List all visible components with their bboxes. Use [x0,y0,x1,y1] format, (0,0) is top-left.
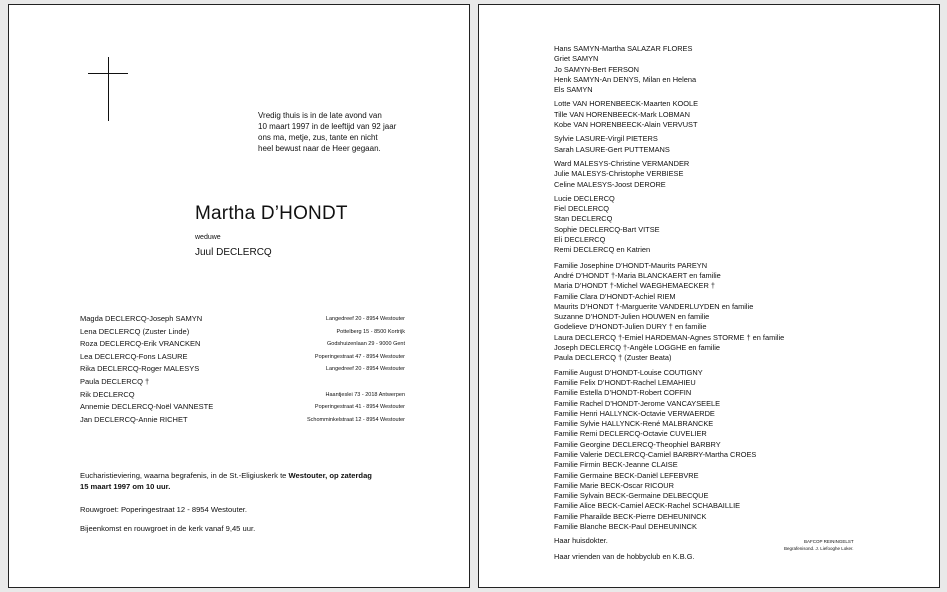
intro-line: 10 maart 1997 in de leeftijd van 92 jaar [258,122,397,131]
relative-address: Poperingestraat 47 - 8954 Westouter [314,353,405,360]
mourner-line: Joseph DECLERCQ †-Angèle LOGGHE en familie [554,343,720,353]
service-place: Westouter, op zaterdag [288,471,372,480]
relative-address: Godshuizenlaan 29 - 9000 Gent [327,341,405,348]
relative-name: Lena DECLERCQ (Zuster Linde) [80,326,190,336]
mourner-line: Maurits D’HONDT †-Marguerite VANDERLUYDEN en familie [554,301,754,311]
relative-address: Schomminkelstraat 12 - 8954 Westouter [306,416,405,423]
mourner-line: Celine MALESYS-Joost DERORE [554,179,666,189]
printer-line: Begrafenisond. J. Liefooghe Loker. [784,546,854,551]
mourner-line: Sophie DECLERCQ-Bart VITSE [554,224,660,234]
relative-name: Annemie DECLERCQ-Noël VANNESTE [80,402,214,412]
deceased-name: Martha D’HONDT [195,203,348,224]
mourner-line: Sarah LASURE-Gert PUTTEMANS [554,144,670,154]
relative-name: Lea DECLERCQ-Fons LASURE [80,351,188,361]
mourner-line: Familie Blanche BECK-Paul DEHEUNINCK [554,522,697,532]
printer-credit [784,538,854,552]
rouwgroet-address: Rouwgroet: Poperingestraat 12 - 8954 Westouter. [80,505,248,514]
relative-row [80,376,405,389]
mourner-line: Familie Pharailde BECK-Pierre DEHEUNINCK [554,511,707,521]
mourner-line: Familie August D’HONDT-Louise COUTIGNY [554,367,703,377]
mourner-line: Familie Rachel D’HONDT-Jerome VANCAYSEELE [554,398,721,408]
mourner-line: Maria D’HONDT †-Michel WAEGHEMAECKER † [554,281,715,291]
relative-row [80,351,405,364]
relative-name: Rika DECLERCQ-Roger MALESYS [80,364,200,374]
mourner-line: Laura DECLERCQ †-Emiel HARDEMAN-Agnes STORME † en familie [554,332,785,342]
relative-name: Jan DECLERCQ-Annie RICHET [80,414,188,424]
mourner-line: Familie Marie BECK-Oscar RICOUR [554,480,674,490]
mourner-line: Familie Sylvie HALLYNCK-René MALBRANCKE [554,419,714,429]
mourner-line: Familie Sylvain BECK-Germaine DELBECQUE [554,491,709,501]
printer-line: BAFCOP REININGELST [804,539,854,544]
service-announcement [80,470,410,492]
relative-row [80,326,405,339]
mourner-line: Fiel DECLERCQ [554,204,610,214]
relative-address: Langedreef 20 - 8954 Westouter [325,316,405,322]
mourner-line: Henk SAMYN-An DENYS, Milan en Helena [554,74,697,84]
intro-line: Vredig thuis is in de late avond van [258,111,382,120]
closing-line: Haar vrienden van de hobbyclub en K.B.G. [554,551,695,561]
mourner-line: Stan DECLERCQ [554,214,613,224]
husband-name: Juul DECLERCQ [195,247,272,258]
mourner-line: Hans SAMYN-Martha SALAZAR FLORES [554,44,693,53]
intro-line: heel bewust naar de Heer gegaan. [258,144,381,153]
mourner-line: Familie Clara D’HONDT-Achiel RIEM [554,291,676,301]
mourner-line: Familie Germaine BECK-Daniël LEFEBVRE [554,470,699,480]
mourner-line: Julie MALESYS-Christophe VERBIESE [554,169,684,179]
mourner-line: André D’HONDT †-Maria BLANCKAERT en familie [554,270,721,280]
relative-name: Paula DECLERCQ † [80,376,150,386]
mourner-line: Godelieve D’HONDT-Julien DURY † en familie [554,322,707,332]
relative-row [80,414,405,427]
left-page [8,4,470,588]
mourner-line: Jo SAMYN-Bert FERSON [554,64,640,74]
mourner-line: Els SAMYN [554,85,593,95]
relative-address: Langedreef 20 - 8954 Westouter [325,366,405,373]
cross-icon [108,57,109,121]
service-text: Eucharistieviering, waarna begrafenis, in de St.-Eligiuskerk te [80,471,287,480]
closing-line: Haar huisdokter. [554,536,608,546]
relative-row [80,401,405,414]
relative-row [80,338,405,351]
relative-address: Pottelberg 15 - 8500 Kortrijk [336,328,405,335]
relative-row [80,389,405,402]
mourner-line: Familie Felix D’HONDT-Rachel LEMAHIEU [554,377,696,387]
mourner-line: Remi DECLERCQ en Katrien [554,245,651,255]
mourner-line: Familie Valerie DECLERCQ-Camiel BARBRY-Martha CROES [554,449,757,459]
relative-address: Haantjeslei 73 - 2018 Antwerpen [325,391,405,398]
cross-bar [88,73,128,74]
mourner-line: Familie Firmin BECK-Jeanne CLAISE [554,460,678,470]
mourner-line: Lucie DECLERCQ [554,193,615,203]
mourner-line: Familie Alice BECK-Camiel AECK-Rachel SCHABAILLIE [554,501,741,511]
mourner-line: Lotte VAN HORENBEECK-Maarten KOOLE [554,99,699,109]
relative-name: Roza DECLERCQ-Erik VRANCKEN [80,339,201,349]
widow-label: weduwe [195,234,221,241]
intro-line: ons ma, metje, zus, tante en nicht [258,133,378,142]
mourner-line: Sylvie LASURE-Virgil PIETERS [554,134,658,144]
mourner-line: Tille VAN HORENBEECK-Mark LOBMAN [554,109,690,119]
mourner-line: Griet SAMYN [554,54,599,64]
mourner-line: Familie Henri HALLYNCK-Octavie VERWAERDE [554,408,715,418]
relative-row [80,363,405,376]
relative-name: Magda DECLERCQ-Joseph SAMYN [80,314,203,323]
mourner-line: Paula DECLERCQ † (Zuster Beata) [554,353,672,363]
intro-text [258,110,458,154]
relative-name: Rik DECLERCQ [80,389,135,399]
mourner-line: Familie Georgine DECLERCQ-Theophiel BARBRY [554,439,721,449]
mourner-line: Eli DECLERCQ [554,235,606,245]
mourner-line: Ward MALESYS-Christine VERMANDER [554,158,690,168]
mourner-line: Familie Remi DECLERCQ-Octavie CUVELIER [554,429,707,439]
mourner-line: Familie Josephine D’HONDT-Maurits PAREYN [554,260,708,270]
relative-address: Poperingestraat 41 - 8954 Westouter [314,404,405,411]
mourner-line: Familie Estella D’HONDT-Robert COFFIN [554,388,692,398]
mourner-line: Suzanne D’HONDT-Julien HOUWEN en familie [554,312,710,322]
relatives-list [80,313,405,426]
service-date: 15 maart 1997 om 10 uur. [80,482,171,491]
bijeenkomst-info: Bijeenkomst en rouwgroet in de kerk vanaf 9,45 uur. [80,524,256,533]
relative-row [80,313,405,326]
mourner-line: Kobe VAN HORENBEECK-Alain VERVUST [554,120,698,130]
mourners-list [554,44,874,562]
